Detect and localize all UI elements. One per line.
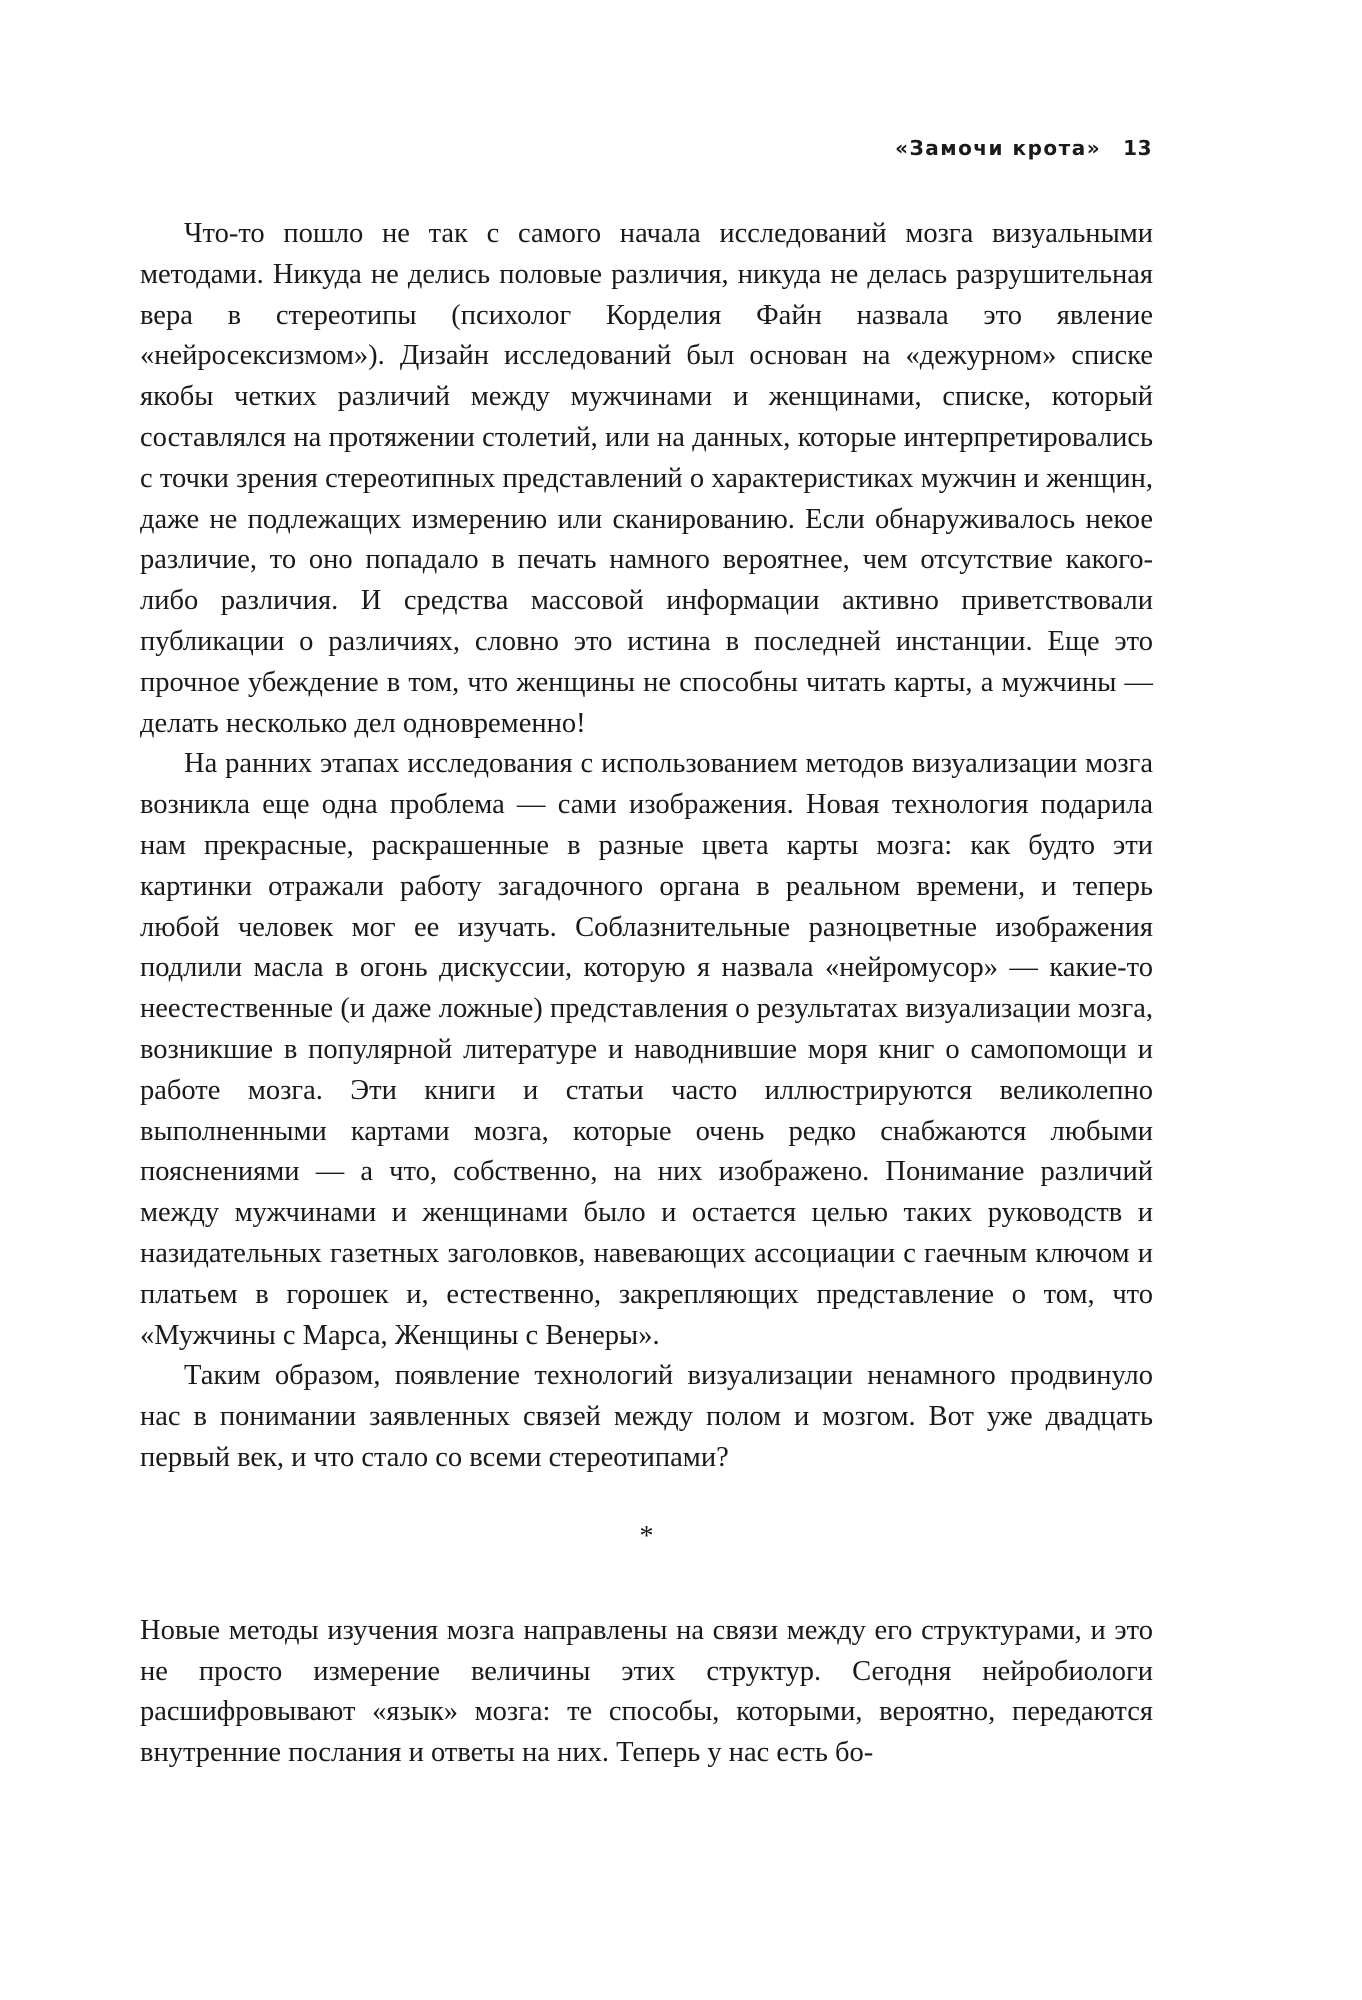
running-title: «Замочи крота» bbox=[895, 136, 1102, 160]
page-number: 13 bbox=[1123, 136, 1152, 160]
paragraph: Таким образом, появление технологий визуализации ненамного продвинуло нас в понимании заявленных связей между полом и мозгом. Вот уже двадцать первый век, и что стало со всеми стереотипами? bbox=[140, 1360, 1153, 1473]
running-head bbox=[895, 134, 1152, 162]
section-separator: * bbox=[639, 1520, 654, 1552]
paragraph: Что-то пошло не так с самого начала исследований мозга визуальными методами. Никуда не делись половые различия, никуда не делась разрушительная вера в стереотипы (психолог Корделия Файн назвала это явление «нейросексизмом»). Дизайн исследований был основан на «дежурном» списке якобы четких различий между мужчинами и женщинами, списке, который составлялся на протяжении столетий, или на данных, которые интерпретировались с точки зрения стереотипных представлений о характеристиках мужчин и женщин, даже не подлежащих измерению или сканированию. Если обнаруживалось некое различие, то оно попадало в печать намного вероятнее, чем отсутствие какого-либо различия. И средства массовой информации активно приветствовали публикации о различиях, словно это истина в последней инстанции. Еще это прочное убеждение в том, что женщины не способны читать карты, а мужчины — делать несколько дел одновременно! bbox=[140, 218, 1153, 739]
body-text bbox=[140, 214, 1153, 1774]
paragraph: Новые методы изучения мозга направлены на связи между его структурами, и это не просто измерение величины этих структур. Сегодня нейробиологи расшифровывают «язык» мозга: те способы, которыми, вероятно, передаются внутренние послания и ответы на них. Теперь у нас есть бо- bbox=[140, 1614, 1153, 1769]
paragraph: На ранних этапах исследования с использованием методов визуализации мозга возникла еще одна проблема — сами изображения. Новая технология подарила нам прекрасные, раскрашенные в разные цвета карты мозга: как будто эти картинки отражали работу загадочного органа в реальном времени, и теперь любой человек мог ее изучать. Соблазнительные разноцветные изображения подлили масла в огонь дискуссии, которую я назвала «нейромусор» — какие-то неестественные (и даже ложные) представления о результатах визуализации мозга, возникшие в популярной литературе и наводнившие моря книг о самопомощи и работе мозга. Эти книги и статьи часто иллюстрируются великолепно выполненными картами мозга, которые очень редко снабжаются любыми пояснениями — а что, собственно, на них изображено. Понимание различий между мужчинами и женщинами было и остается целью таких руководств и назидательных газетных заголовков, навевающих ассоциации с гаечным ключом и платьем в горошек и, естественно, закрепляющих представление о том, что «Мужчины с Марса, Женщины с Венеры». bbox=[140, 748, 1153, 1351]
